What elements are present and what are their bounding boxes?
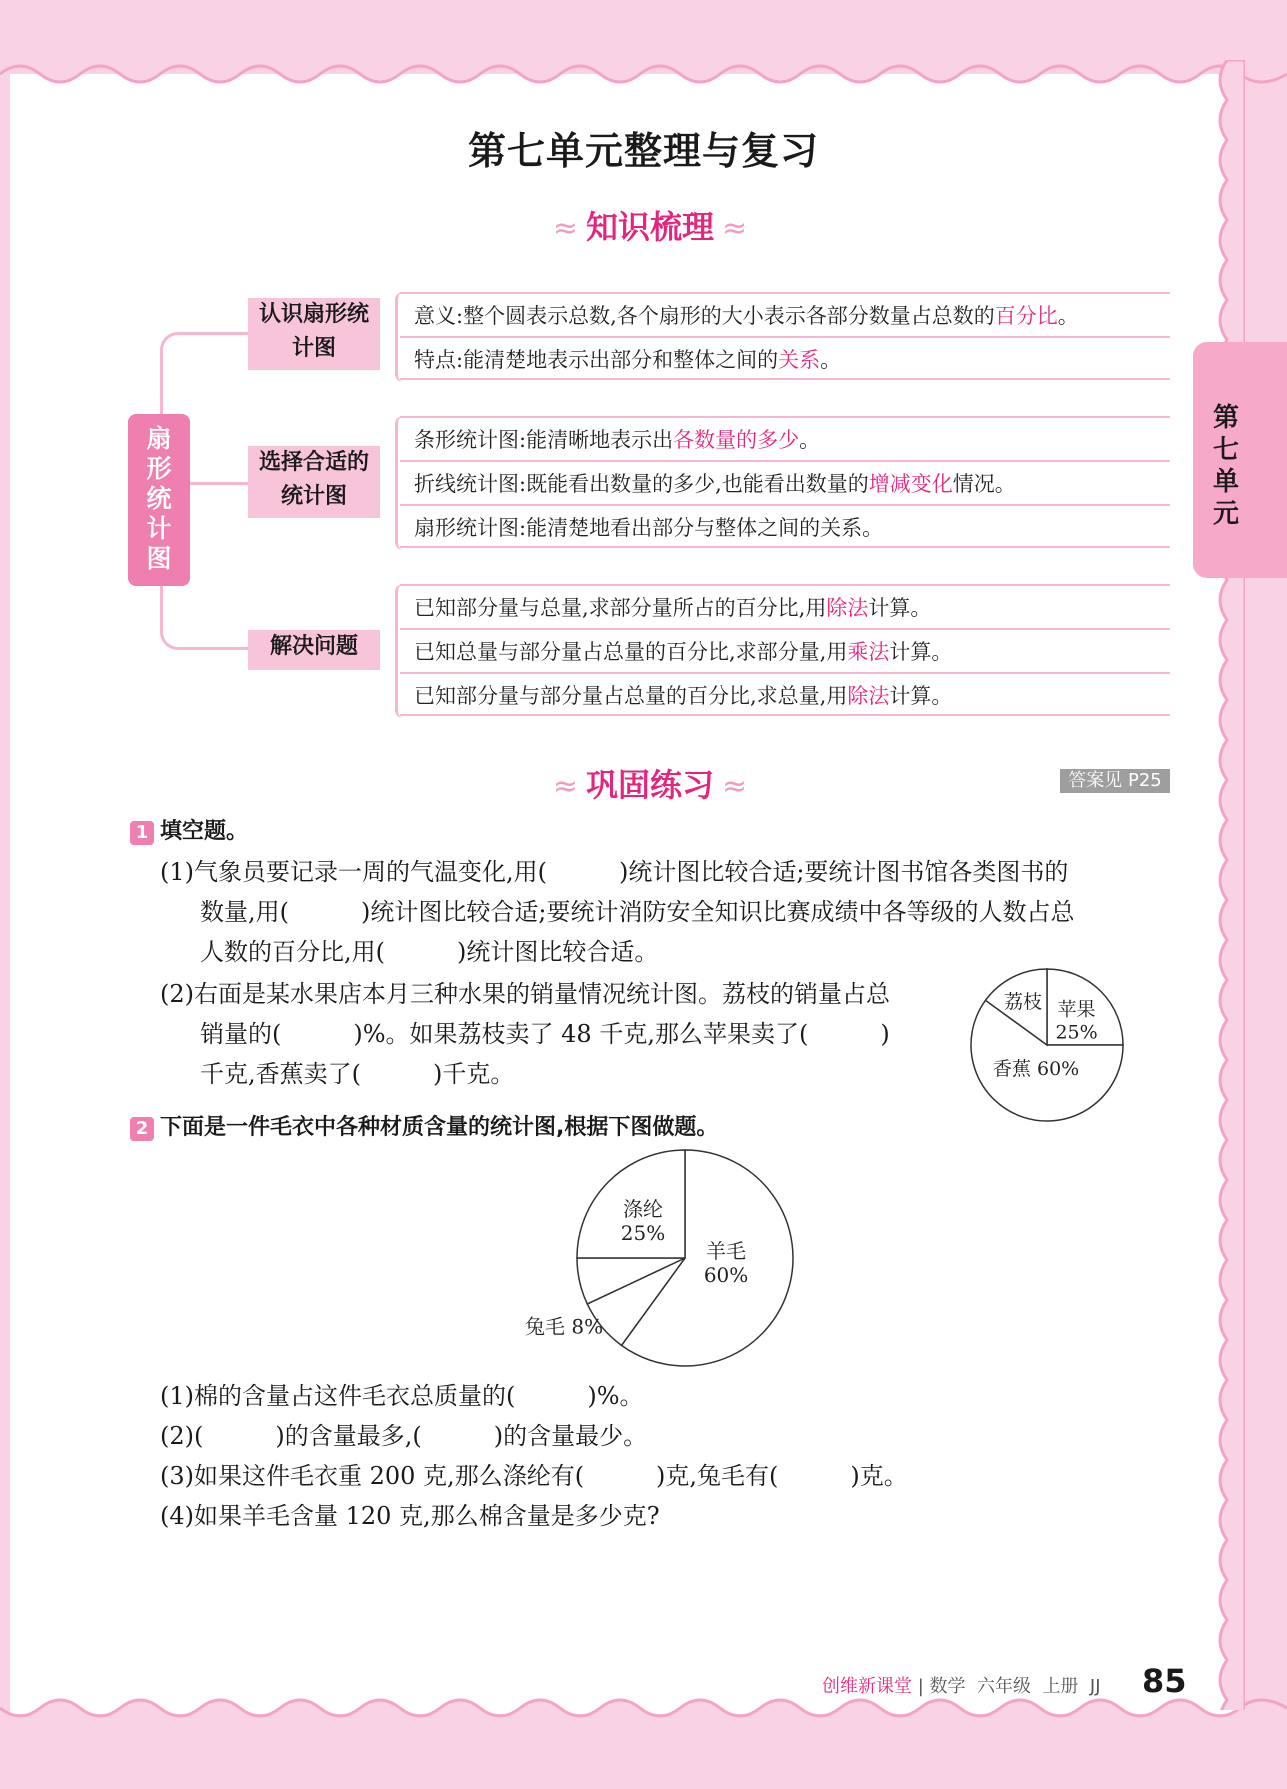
question-text-line: 数量,用( )统计图比较合适;要统计消防安全知识比赛成绩中各等级的人数占总 [200,898,1075,926]
practice-heading-text: 巩固练习 [585,766,714,804]
tree-root-box [128,414,190,586]
question-number-badge: 2 [130,1117,154,1141]
question-text-line: (3)如果这件毛衣重 200 克,那么涤纶有( )克,兔毛有( )克。 [160,1462,908,1490]
knowledge-item: 已知部分量与部分量占总量的百分比,求总量,用除法计算。 [400,672,1170,716]
category-label-line2: 计图 [291,336,336,361]
category-label-line1: 选择合适的 [258,450,369,475]
knowledge-item: 已知部分量与总量,求部分量所占的百分比,用除法计算。 [400,584,1170,628]
category-box-solve [248,630,380,670]
question-text-line: (1)棉的含量占这件毛衣总质量的( )%。 [160,1382,644,1410]
question-number-badge: 1 [130,821,154,845]
question-text-line: (1)气象员要记录一周的气温变化,用( )统计图比较合适;要统计图书馆各类图书的 [160,858,1069,886]
page-number: 85 [1142,1662,1187,1700]
tree-root-label: 扇形统计图 [146,424,172,573]
footer-separator: | [917,1676,924,1697]
knowledge-heading-text: 知识梳理 [585,208,714,246]
category-label-line2: 统计图 [280,484,347,509]
practice-heading [520,760,780,806]
wave-deco-icon: ≈ [552,211,578,246]
knowledge-item: 特点:能清楚地表示出部分和整体之间的关系。 [400,336,1170,380]
category-box-recognize [248,298,380,370]
tree-connector-mid [190,482,250,485]
pie-slice-value-label: 25% [1055,1021,1098,1044]
pie-slice-label: 涤纶 [622,1196,663,1221]
question-2-heading [130,1110,718,1141]
knowledge-item: 扇形统计图:能清楚地看出部分与整体之间的关系。 [400,504,1170,548]
bottom-wave-border [0,1692,1287,1732]
wave-deco-icon: ≈ [722,211,748,246]
answer-reference-tag: 答案见 P25 [1060,769,1170,793]
right-wave-border [1205,60,1245,1710]
question-text-line: (2)右面是某水果店本月三种水果的销量情况统计图。荔枝的销量占总 [160,980,890,1008]
footer-grade: 六年级 [977,1676,1031,1697]
question-1-title: 填空题。 [160,819,249,844]
category-label-line1: 认识扇形统 [258,302,369,327]
pie-slice-label: 荔枝 [1003,991,1043,1014]
pie-slice-value-label: 60% [703,1263,749,1287]
page-footer [822,1672,1101,1698]
category-box-choose [248,446,380,518]
question-text-line: 人数的百分比,用( )统计图比较合适。 [200,938,659,966]
fruit-sales-pie-chart [962,960,1132,1130]
footer-edition: JJ [1089,1676,1101,1697]
pie-slice-label: 兔毛 8% [525,1314,604,1339]
wave-deco-icon: ≈ [552,769,578,804]
question-text-line: (2)( )的含量最多,( )的含量最少。 [160,1422,648,1450]
pie-slice-value-label: 25% [620,1220,666,1245]
knowledge-item: 条形统计图:能清晰地表示出各数量的多少。 [400,416,1170,460]
question-text-line: 销量的( )%。如果荔枝卖了 48 千克,那么苹果卖了( ) [200,1020,890,1048]
pie-slice-label: 香蕉 60% [992,1057,1080,1080]
question-2-title: 下面是一件毛衣中各种材质含量的统计图,根据下图做题。 [160,1115,719,1140]
pie-slice-label: 羊毛 [706,1239,747,1263]
question-text-line: 千克,香蕉卖了( )千克。 [200,1060,515,1088]
unit-side-tab-label: 第七单元 [1213,403,1240,529]
footer-brand: 创维新课堂 [822,1676,912,1697]
pie-slice-label: 苹果 [1057,998,1096,1021]
knowledge-item: 意义:整个圆表示总数,各个扇形的大小表示各部分数量占总数的百分比。 [400,292,1170,336]
knowledge-heading [520,202,780,248]
question-text-line: (4)如果羊毛含量 120 克,那么棉含量是多少克? [160,1502,660,1530]
tree-connector-top [160,332,250,416]
unit-side-tab [1193,342,1287,578]
knowledge-item: 已知总量与部分量占总量的百分比,求部分量,用乘法计算。 [400,628,1170,672]
knowledge-item: 折线统计图:既能看出数量的多少,也能看出数量的增减变化情况。 [400,460,1170,504]
top-wave-border [0,50,1287,90]
wave-deco-icon: ≈ [722,769,748,804]
sweater-material-pie-chart [500,1140,800,1380]
page-title: 第七单元整理与复习 [467,129,819,173]
category-label-line1: 解决问题 [269,634,358,659]
question-1-heading [130,814,248,845]
tree-connector-bottom [160,584,250,650]
footer-subject: 数学 [929,1676,966,1697]
footer-volume: 上册 [1042,1676,1079,1697]
